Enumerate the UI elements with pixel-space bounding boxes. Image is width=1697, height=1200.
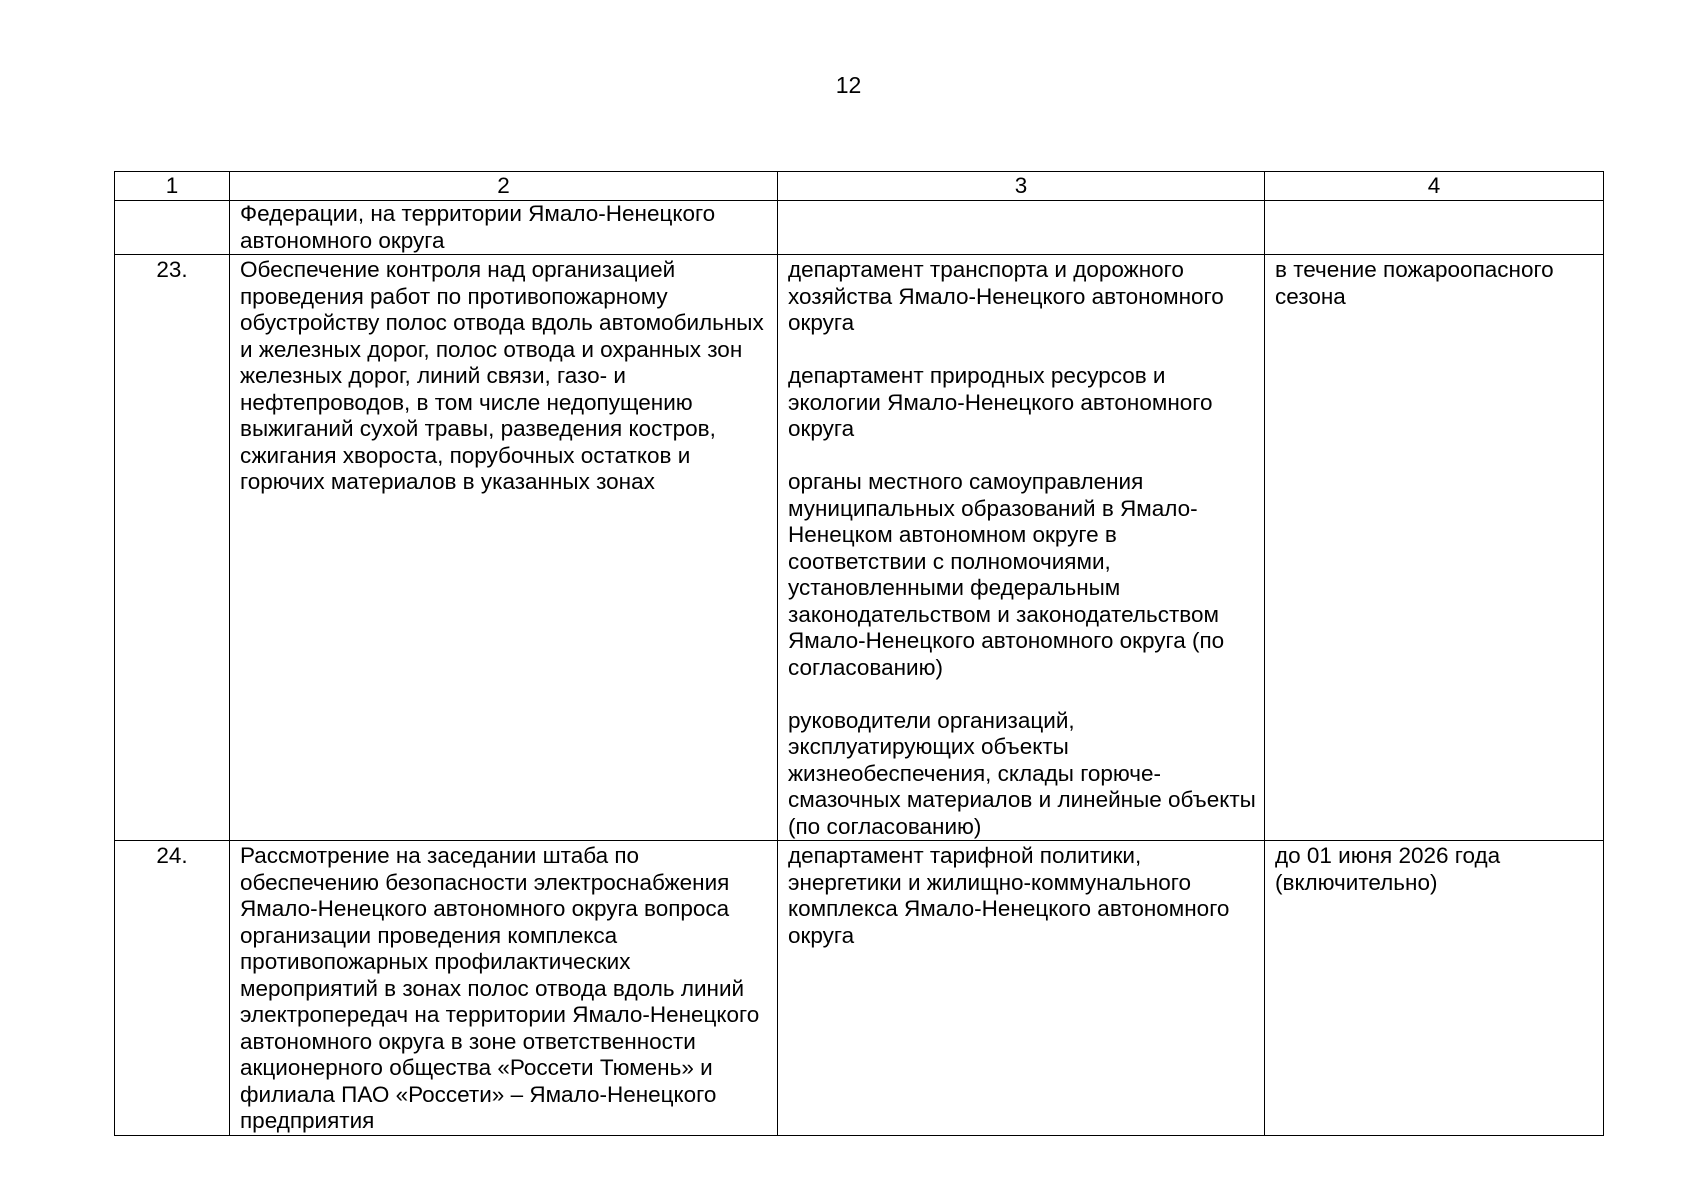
table-header-row [115, 172, 1604, 201]
responsible-paragraph: департамент транспорта и дорожного хозяйства Ямало-Ненецкого автономного округа [788, 257, 1224, 335]
page-number: 12 [835, 72, 862, 98]
activity-text: Рассмотрение на заседании штаба по обеспечению безопасности электроснабжения Ямало-Ненецкого автономного округа вопроса организации проведения комплекса противопожарных профилактических мероприятий в зонах полос отвода вдоль линий электропередач на территории Ямало-Ненецкого автономного округа в зоне ответственности акционерного общества «Россети Тюмень» и филиала ПАО «Россети» – Ямало-Ненецкого предприятия [240, 843, 760, 1133]
deadline-cell [1265, 255, 1604, 841]
header-cell-4: 4 [1265, 172, 1604, 201]
row-number-cell: 24. [115, 841, 230, 1136]
table-row-continuation [115, 201, 1604, 255]
deadline-text: в течение пожароопасного сезона [1275, 257, 1554, 309]
responsible-paragraph: департамент тарифной политики, энергетики и жилищно-коммунального комплекса Ямало-Ненецкого автономного округа [788, 843, 1230, 948]
activity-cell [230, 841, 778, 1136]
activity-text: Обеспечение контроля над организацией проведения работ по противопожарному обустройству полос отвода вдоль автомобильных и железных дорог, полос отвода и охранных зон железных дорог, линий связи, газо- и нефтепроводов, в том числе недопущению выжиганий сухой травы, разведения костров, сжигания хвороста, порубочных остатков и горючих материалов в указанных зонах [240, 257, 764, 494]
responsible-paragraph: руководители организаций, эксплуатирующих объекты жизнеобеспечения, склады горюче-смазочных материалов и линейные объекты (по согласованию) [788, 707, 1256, 839]
row-number-cell [115, 201, 230, 255]
row-number-cell: 23. [115, 255, 230, 841]
activity-text: Федерации, на территории Ямало-Ненецкого автономного округа [240, 201, 716, 253]
deadline-text: до 01 июня 2026 года (включительно) [1275, 843, 1501, 895]
activity-cell [230, 201, 778, 255]
responsible-paragraph: органы местного самоуправления муниципальных образований в Ямало-Ненецком автономном округе в соответствии с полномочиями, установленными федеральным законодательством и законодательством Ямало-Ненецкого автономного округа (по согласованию) [788, 469, 1225, 680]
table-row [115, 255, 1604, 841]
header-cell-1: 1 [115, 172, 230, 201]
responsible-cell [778, 201, 1265, 255]
header-cell-2: 2 [230, 172, 778, 201]
deadline-cell [1265, 841, 1604, 1136]
responsible-cell [778, 255, 1265, 841]
header-cell-3: 3 [778, 172, 1265, 201]
responsible-paragraph: департамент природных ресурсов и экологии Ямало-Ненецкого автономного округа [788, 363, 1213, 441]
measures-table [114, 171, 1604, 1136]
responsible-cell [778, 841, 1265, 1136]
deadline-cell [1265, 201, 1604, 255]
activity-cell [230, 255, 778, 841]
table-row [115, 841, 1604, 1136]
